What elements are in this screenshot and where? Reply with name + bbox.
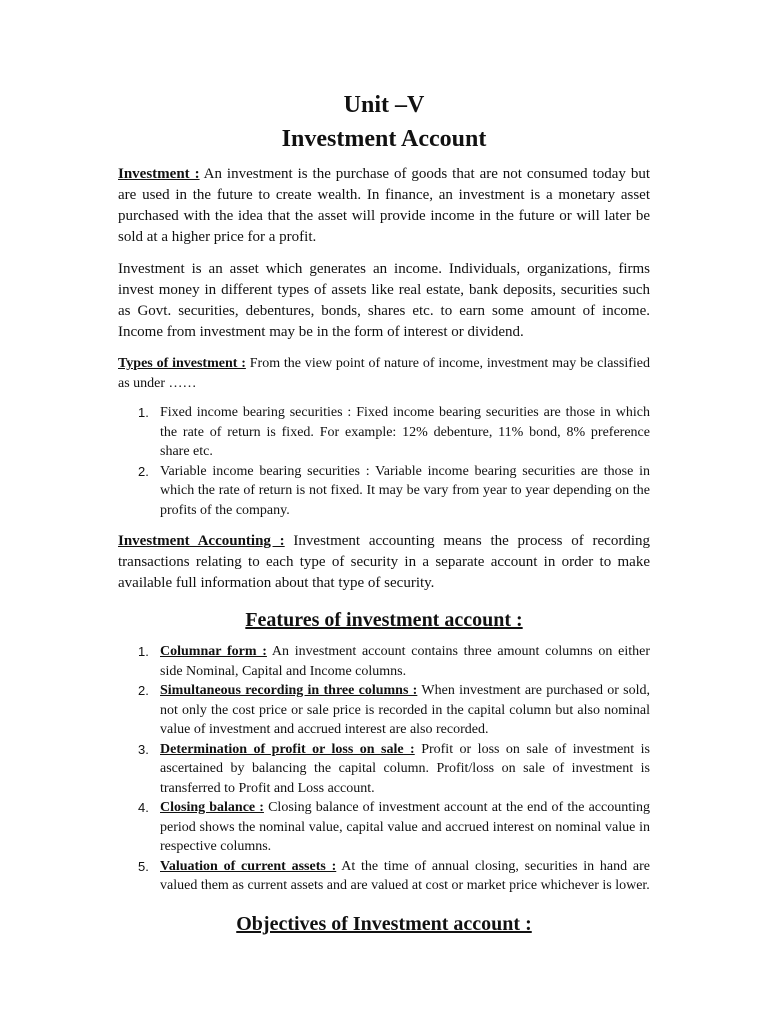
types-paragraph: [118, 354, 650, 393]
features-list-item: [118, 740, 650, 799]
feature-text: An investment account contains three amount columns on either side Nominal, Capital and Income columns.: [160, 644, 650, 679]
feature-text: When investment are purchased or sold, not only the cost price or sale price is recorded in the capital column but also nominal value of investment and accrued interest are also recorded.: [160, 683, 651, 737]
accounting-paragraph: [118, 531, 650, 594]
feature-term: Closing balance :: [160, 800, 264, 815]
list-number: 1.: [138, 405, 149, 420]
accounting-term: Investment Accounting :: [118, 533, 285, 549]
intro-text: An investment is the purchase of goods that are not consumed today but are used in the future to create wealth. In finance, an investment is a monetary asset purchased with the idea that the asset will provide income in the future or will later be sold at a higher price for a profit.: [118, 166, 650, 245]
document-content: [118, 88, 650, 938]
list-number: 2.: [138, 683, 149, 698]
list-number: 4.: [138, 800, 149, 815]
features-list: [118, 642, 650, 896]
list-item-text: Fixed income bearing securities : Fixed income bearing securities are those in which the rate of return is fixed. For example: 12% debenture, 11% bond, 8% preference share etc.: [160, 405, 650, 459]
features-list-item: [118, 681, 650, 740]
list-number: 1.: [138, 644, 149, 659]
feature-term: Simultaneous recording in three columns :: [160, 683, 418, 698]
intro-term: Investment :: [118, 166, 200, 182]
features-heading: Features of investment account :: [245, 609, 523, 631]
feature-text: Profit or loss on sale of investment is ascertained by balancing the capital column. Profit/loss on sale of investment is transferred to Profit and Loss account.: [160, 741, 650, 796]
feature-text: Closing balance of investment account at the end of the accounting period shows the nominal value, capital value and accrued interest on nominal value in respective columns.: [160, 800, 650, 854]
feature-term: Determination of profit or loss on sale :: [160, 741, 415, 757]
features-list-item: [118, 642, 650, 681]
intro-paragraph: [118, 164, 650, 248]
feature-text: At the time of annual closing, securities in hand are valued them as current assets and are valued at cost or market price whichever is lower.: [160, 858, 650, 893]
page-title: Investment Account: [281, 126, 487, 152]
unit-heading: Unit –V: [343, 92, 425, 118]
types-text: From the view point of nature of income, investment may be classified as under ……: [118, 356, 650, 391]
types-list: [118, 403, 650, 520]
list-number: 3.: [138, 741, 149, 757]
types-list-item: [118, 403, 650, 462]
accounting-text: Investment accounting means the process of recording transactions relating to each type of security in a separate account in order to make available full information about that type of security.: [118, 533, 650, 591]
feature-term: Valuation of current assets :: [160, 858, 337, 874]
features-list-item: [118, 798, 650, 857]
objectives-heading: Objectives of Investment account :: [236, 912, 532, 935]
list-number: 5.: [138, 858, 149, 874]
types-list-item: [118, 462, 650, 521]
list-item-text: Variable income bearing securities : Variable income bearing securities are those in which the rate of return is not fixed. It may be vary from year to year depending on the profits of the company.: [160, 463, 650, 518]
features-list-item: [118, 857, 650, 896]
types-term: Types of investment :: [118, 356, 246, 371]
asset-paragraph: Investment is an asset which generates an income. Individuals, organizations, firms invest money in different types of assets like real estate, bank deposits, securities such as Govt. securities, debentures, bonds, shares etc. to earn some amount of income. Income from investment may be in the form of interest or dividend.: [118, 261, 650, 340]
feature-term: Columnar form :: [160, 644, 267, 659]
list-number: 2.: [138, 463, 149, 479]
